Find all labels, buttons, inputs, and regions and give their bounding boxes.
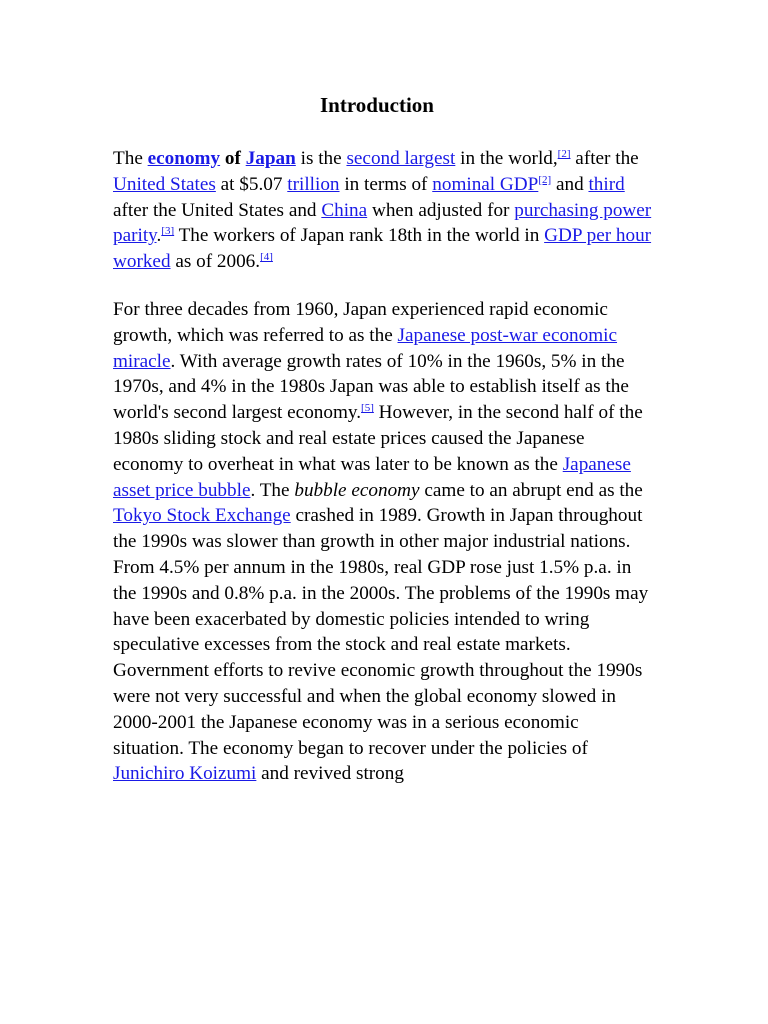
body-text: The workers of Japan rank 18th in the world in [174,225,545,247]
link-second-largest[interactable]: second largest [346,148,456,169]
body-text: The [113,148,148,169]
body-text: is the [295,148,347,169]
link-united-states[interactable]: United States [113,173,216,195]
body-text: as of 2006. [170,251,261,273]
citation-superscript [558,148,571,160]
link-economy[interactable]: economy [147,148,221,169]
body-text: came to an abrupt end as the [419,479,643,501]
body-text: at $5.07 [215,173,288,195]
link-purchasing-power-parity[interactable]: purchasing power parity [113,199,652,247]
body-text: . The [250,479,295,501]
body-text: after the United States and [113,199,322,221]
link-junichiro-koizumi[interactable]: Junichiro Koizumi [113,763,257,785]
link-gdp-per-hour-worked[interactable]: GDP per hour worked [113,225,652,273]
section-heading: Introduction [320,93,434,117]
body-text: However, in the second half of the 1980s sliding stock and real estate prices caused the Japanese economy to overheat in what was later to be known as the [113,402,643,475]
body-text: . [156,225,162,247]
link-third[interactable]: third [588,173,625,195]
link-japan[interactable]: Japan [245,148,296,169]
link-asset-price-bubble[interactable]: Japanese asset price bubble [113,453,631,501]
citation-4[interactable]: [4] [260,251,273,264]
body-text: when adjusted for [367,199,515,221]
link-china[interactable]: China [321,199,368,221]
citation-superscript [260,251,273,263]
body-text: in the world, [455,148,558,169]
body-text: after the [570,148,639,169]
history-paragraph [113,297,653,787]
intro-paragraph [113,146,653,275]
link-nominal-gdp[interactable]: nominal GDP [432,173,539,195]
citation-superscript [538,174,551,186]
body-text: . With average growth rates of 10% in the 1960s, 5% in the 1970s, and 4% in the 1980s Japan was able to establish itself as the world's second largest economy. [113,350,629,424]
citation-superscript [361,402,374,414]
link-trillion[interactable]: trillion [287,173,340,195]
link-tokyo-stock-exchange[interactable]: Tokyo Stock Exchange [113,505,291,527]
citation-2[interactable]: [2] [557,148,571,160]
body-text: crashed in 1989. Growth in Japan throughout the 1990s was slower than growth in other major industrial nations. From 4.5% per annum in the 1980s, real GDP rose just 1.5% p.a. in the 1990s and 0.8% p.a. in the 2000s. The problems of the 1990s may have been exacerbated by domestic policies intended to wring speculative excesses from the stock and real estate markets. Government efforts to revive economic growth throughout the 1990s were not very successful and when the global economy slowed in 2000-2001 the Japanese economy was in a serious economic situation. The economy began to recover under the policies of [113,505,649,759]
body-text: in terms of [339,173,433,195]
body-text: and revived strong [256,763,404,785]
link-post-war-economic-miracle[interactable]: Japanese post-war economic miracle [113,324,618,372]
bold-text: of [220,148,246,169]
document-page [113,88,653,787]
body-text: and [551,173,589,195]
citation-2[interactable]: [2] [538,173,552,186]
citation-3[interactable]: [3] [161,225,175,238]
citation-superscript [161,225,174,237]
citation-5[interactable]: [5] [361,402,374,415]
body-text: For three decades from 1960, Japan experienced rapid economic growth, which was referred to as the [113,298,608,346]
italic-term: bubble economy [294,479,420,501]
